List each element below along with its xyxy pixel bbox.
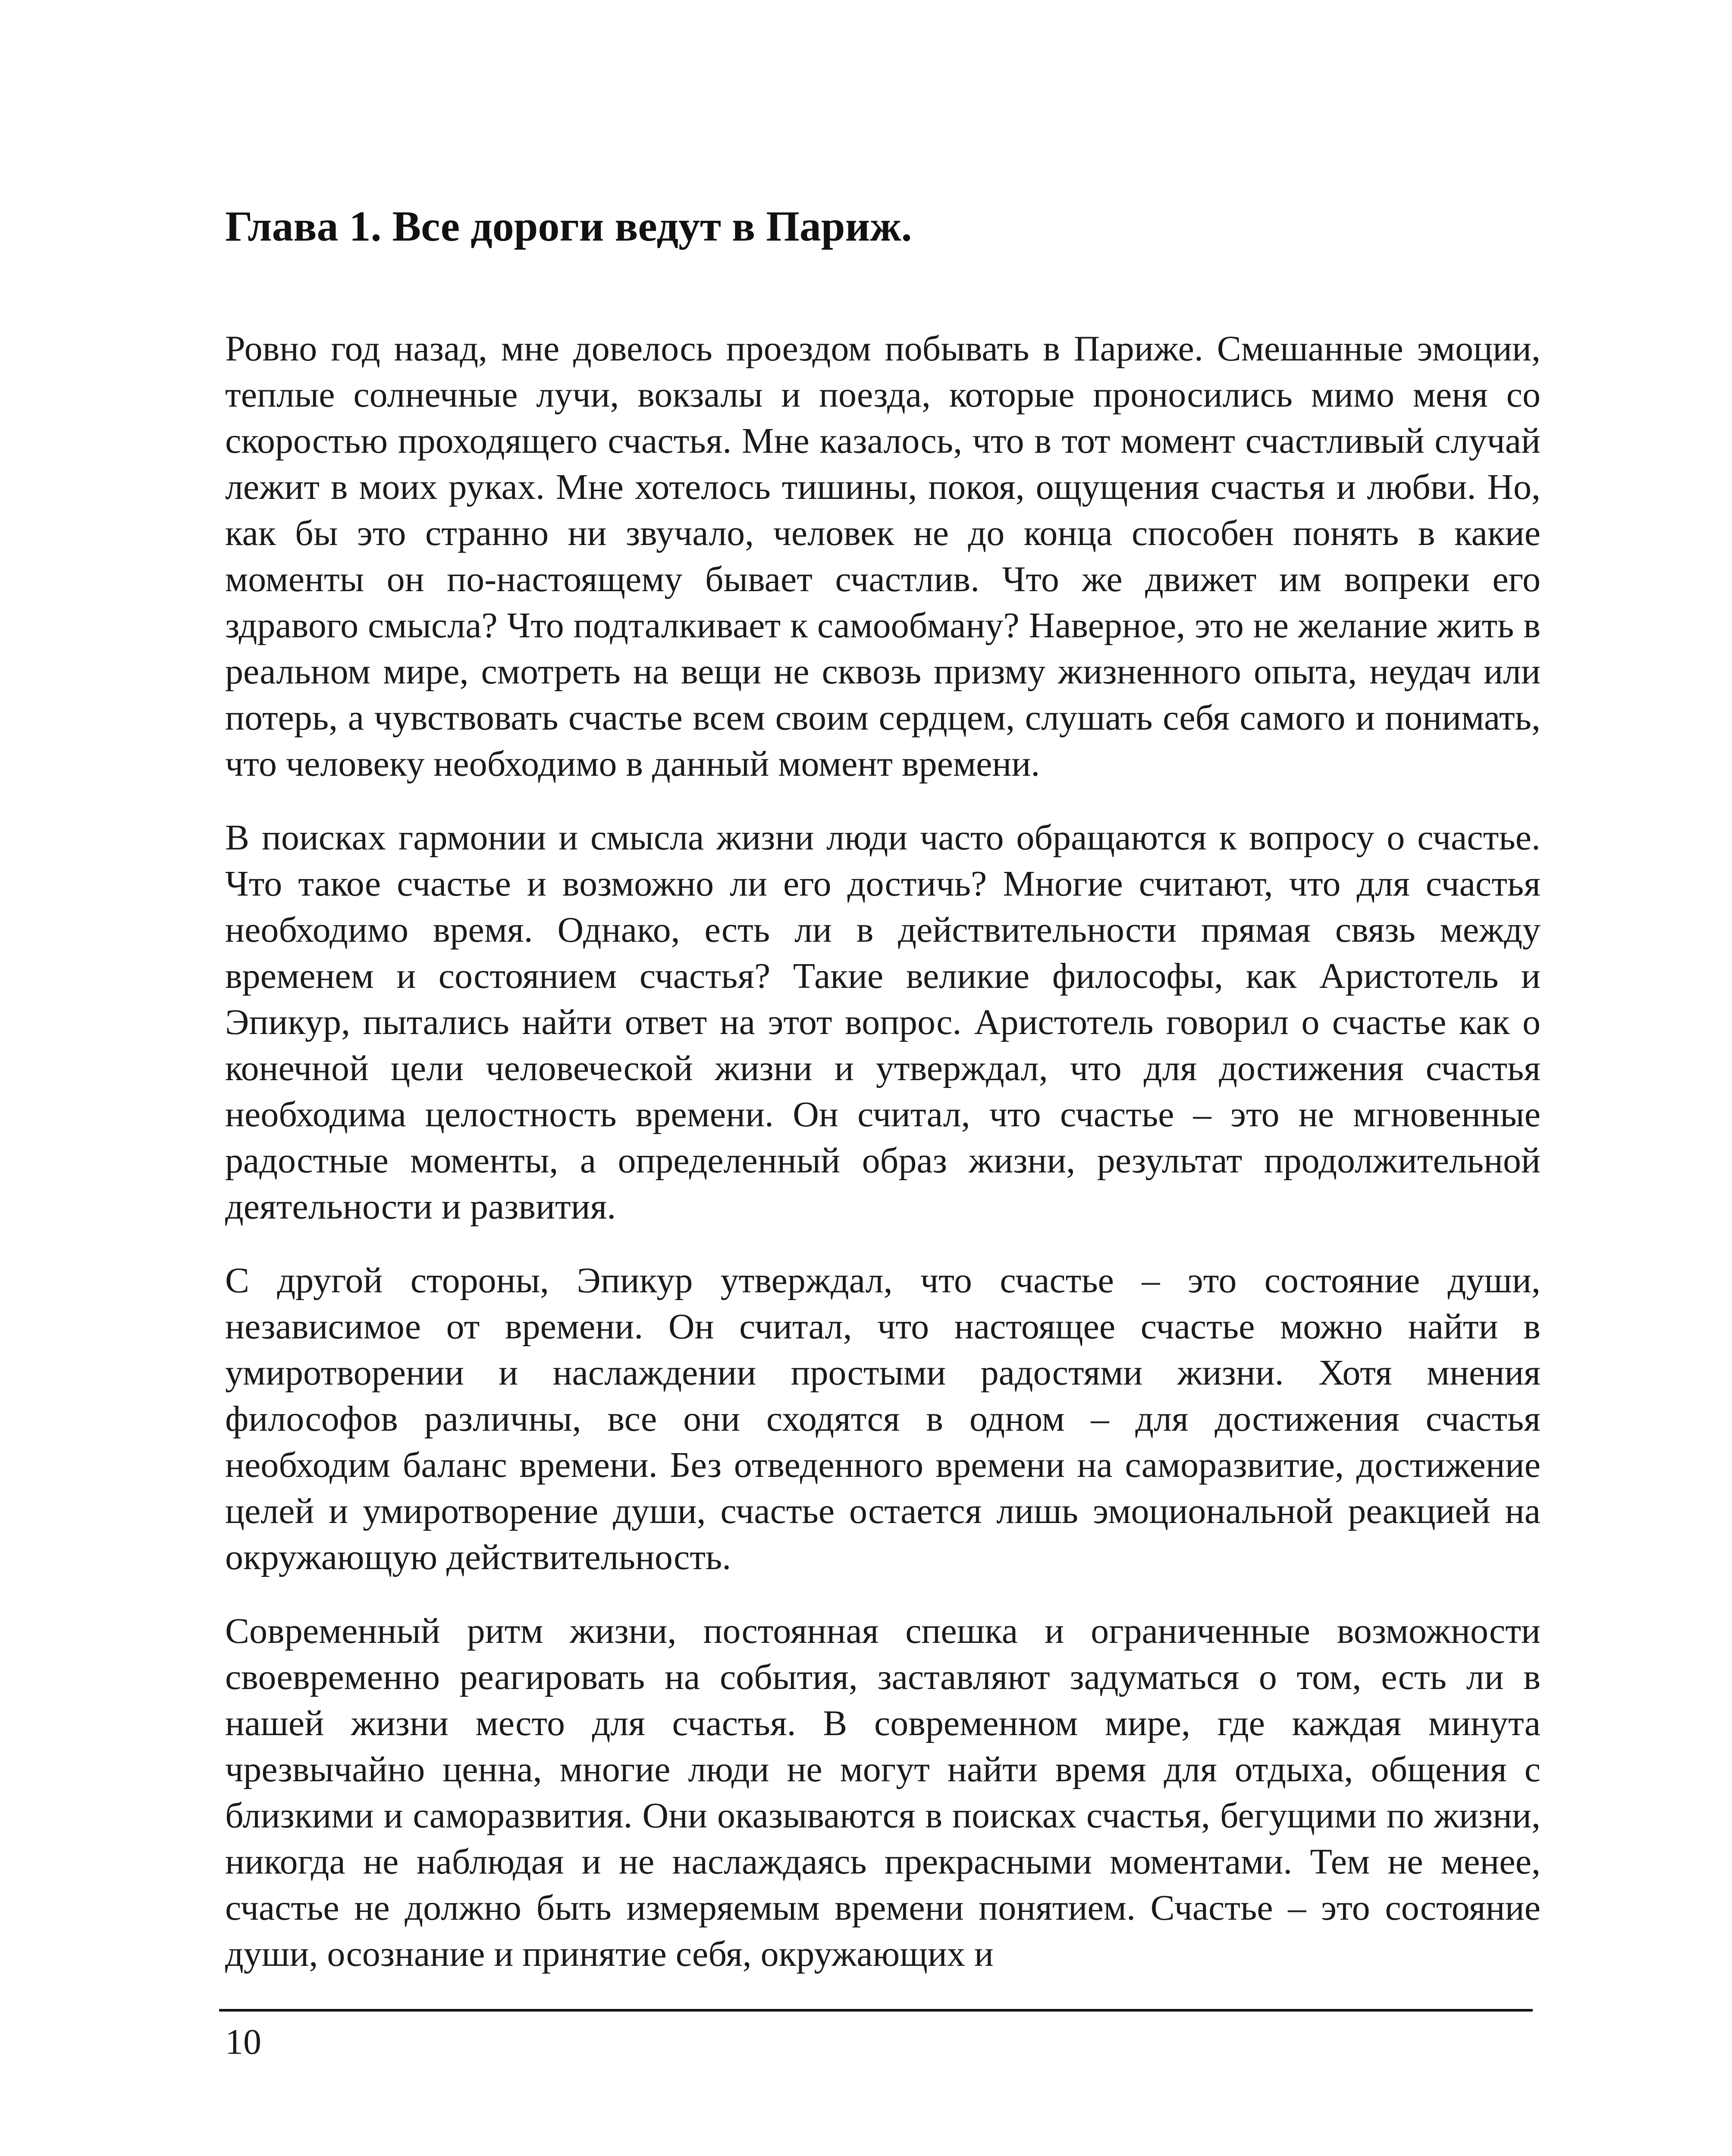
paragraph: Ровно год назад, мне довелось проездом побывать в Париже. Смешанные эмоции, теплые солнечные лучи, вокзалы и поезда, которые проносились мимо меня со скоростью проходящего счастья. Мне казалось, что в тот момент счастливый случай лежит в моих руках. Мне хотелось тишины, покоя, ощущения счастья и любви. Но, как бы это странно ни звучало, человек не до конца способен понять в какие моменты он по-настоящему бывает счастлив. Что же движет им вопреки его здравого смысла? Что подталкивает к самообману? Наверное, это не желание жить в реальном мире, смотреть на вещи не сквозь призму жизненного опыта, неудач или потерь, а чувствовать счастье всем своим сердцем, слушать себя самого и понимать, что человеку необходимо в данный момент времени.	[225, 329, 1541, 784]
body-text	[225, 326, 1541, 1999]
chapter-title: Глава 1. Все дороги ведут в Париж.	[225, 202, 912, 250]
paragraph: В поисках гармонии и смысла жизни люди часто обращаются к вопросу о счастье. Что такое счастье и возможно ли его достичь? Многие считают, что для счастья необходимо время. Однако, есть ли в действительности прямая связь между временем и состоянием счастья? Такие великие философы, как Аристотель и Эпикур, пытались найти ответ на этот вопрос. Аристотель говорил о счастье как о конечной цели человеческой жизни и утверждал, что для достижения счастья необходима целостность времени. Он считал, что счастье – это не мгновенные радостные моменты, а определенный образ жизни, результат продолжительной деятельности и развития.	[225, 818, 1541, 1227]
page-number: 10	[225, 2022, 261, 2062]
footer-divider	[219, 2009, 1533, 2012]
paragraph: Современный ритм жизни, постоянная спешка и ограниченные возможности своевременно реагировать на события, заставляют задуматься о том, есть ли в нашей жизни место для счастья. В современном мире, где каждая минута чрезвычайно ценна, многие люди не могут найти время для отдыха, общения с близкими и саморазвития. Они оказываются в поисках счастья, бегущими по жизни, никогда не наблюдая и не наслаждаясь прекрасными моментами. Тем не менее, счастье не должно быть измеряемым времени понятием. Счастье – это состояние души, осознание и принятие себя, окружающих и	[225, 1611, 1541, 1974]
paragraph: С другой стороны, Эпикур утверждал, что счастье – это состояние души, независимое от времени. Он считал, что настоящее счастье можно найти в умиротворении и наслаждении простыми радостями жизни. Хотя мнения философов различны, все они сходятся в одном – для достижения счастья необходим баланс времени. Без отведенного времени на саморазвитие, достижение целей и умиротворение души, счастье остается лишь эмоциональной реакцией на окружающую действительность.	[225, 1260, 1541, 1577]
